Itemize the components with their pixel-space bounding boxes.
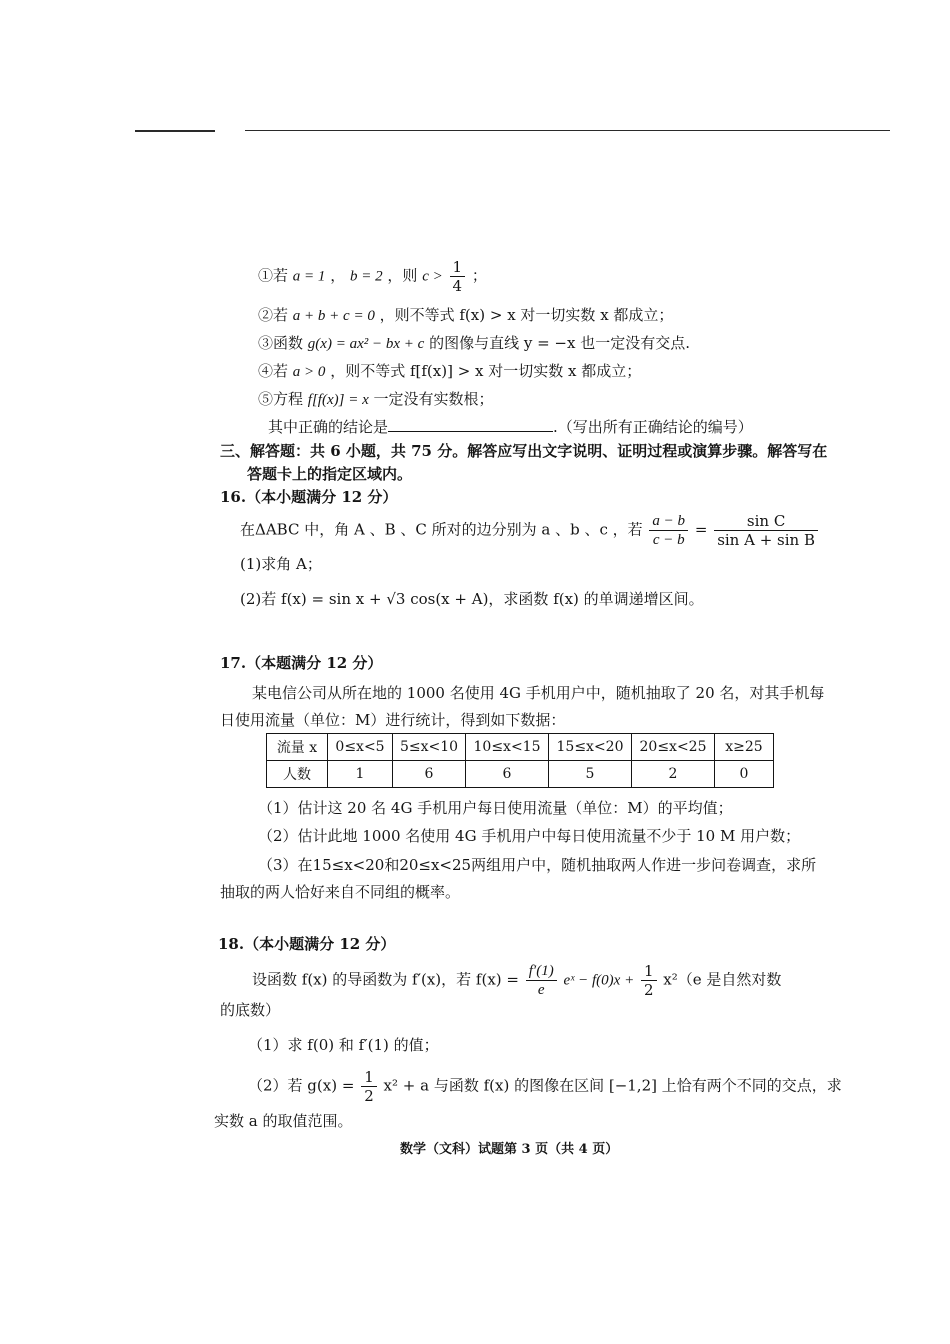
q16-part2: (2)若 f(x) = sin x + √3 cos(x + A)，求函数 f(x) 的单调递增区间。 bbox=[240, 590, 704, 608]
page-footer: 数学（文科）试题第 3 页（共 4 页） bbox=[400, 1142, 619, 1157]
q17-intro-2: 日使用流量（单位：M）进行统计，得到如下数据： bbox=[220, 711, 566, 729]
q17-header: 17.（本题满分 12 分） bbox=[220, 654, 383, 672]
table-cell: x≥25 bbox=[715, 734, 774, 761]
item-5: ⑤方程 f[f(x)] = x 一定没有实数根； bbox=[258, 390, 494, 408]
conclusion-line: 其中正确的结论是 .（写出所有正确结论的编号） bbox=[268, 418, 753, 436]
table-cell: 0 bbox=[715, 761, 774, 788]
item-2: ②若 a + b + c = 0 ，则不等式 f(x) > x 对一切实数 x 都成立； bbox=[258, 306, 674, 324]
fraction: $\frac{f'(1)}{e}$ bbox=[526, 962, 557, 999]
header-rule-left bbox=[135, 130, 215, 132]
q17-part1: （1）估计这 20 名 4G 手机用户每日使用流量（单位：M）的平均值； bbox=[258, 799, 733, 817]
table-cell: 1 bbox=[328, 761, 393, 788]
table-cell: 2 bbox=[632, 761, 715, 788]
fraction: $\frac{\text{sin C}}{\text{sin A + sin B}}$ bbox=[714, 512, 818, 549]
table-header-row bbox=[267, 734, 774, 761]
item-1: ①若 a = 1 ， b = 2 ，则 c > $\frac{1}{4}$ ； bbox=[258, 258, 487, 295]
section-3-heading-cont: 答题卡上的指定区域内。 bbox=[247, 465, 413, 483]
table-cell: 15≤x<20 bbox=[549, 734, 632, 761]
q18-part2-cont: 实数 a 的取值范围。 bbox=[214, 1112, 353, 1130]
answer-blank bbox=[388, 417, 553, 432]
table-cell: 0≤x<5 bbox=[328, 734, 393, 761]
data-table bbox=[266, 733, 774, 788]
section-3-heading: 三、解答题：共 6 小题，共 75 分。解答应写出文字说明、证明过程或演算步骤。解答写在 bbox=[220, 442, 828, 460]
table-cell: 人数 bbox=[267, 761, 328, 788]
table-cell: 20≤x<25 bbox=[632, 734, 715, 761]
q18-header: 18.（本小题满分 12 分） bbox=[218, 935, 396, 953]
item-4: ④若 a > 0 ，则不等式 f[f(x)] > x 对一切实数 x 都成立； bbox=[258, 362, 642, 380]
table-row bbox=[267, 761, 774, 788]
table-cell: 10≤x<15 bbox=[466, 734, 549, 761]
table-cell: 6 bbox=[393, 761, 466, 788]
q18-part1: （1）求 f(0) 和 f′(1) 的值； bbox=[248, 1036, 439, 1054]
q18-part2: （2）若 g(x) = $\frac{1}{2}$ x² + a 与函数 f(x) 的图像在区间 [−1,2] 上恰有两个不同的交点，求 bbox=[248, 1068, 842, 1105]
q18-intro-2: 的底数） bbox=[220, 1001, 281, 1019]
q17-part2: （2）估计此地 1000 名使用 4G 手机用户中每日使用流量不少于 10 M 用户数； bbox=[258, 827, 801, 845]
table-cell: 流量 x bbox=[267, 734, 328, 761]
q18-intro: 设函数 f(x) 的导函数为 f′(x)，若 f(x) = $\frac{f'(1)}{e}$ eˣ − f(0)x + $\frac{1}{2}$ x²（e 是自然对数 bbox=[252, 962, 782, 999]
fraction: $\frac{1}{2}$ bbox=[641, 962, 657, 999]
fraction: $\frac{1}{4}$ bbox=[450, 258, 466, 295]
q16-part1: (1)求角 A； bbox=[240, 555, 322, 573]
fraction: $\frac{a - b}{c - b}$ bbox=[649, 512, 688, 549]
fraction: $\frac{1}{2}$ bbox=[361, 1068, 377, 1105]
q17-intro-1: 某电信公司从所在地的 1000 名使用 4G 手机用户中，随机抽取了 20 名，对其手机每 bbox=[252, 684, 825, 702]
table-cell: 6 bbox=[466, 761, 549, 788]
header-rule-right bbox=[245, 130, 890, 131]
q16-intro: 在ΔABC 中，角 A 、B 、C 所对的边分别为 a 、b 、c ，若 $\frac{a - b}{c - b}$ = $\frac{\text{sin C}}{\text{sin A + sin B}}$ bbox=[240, 512, 820, 549]
table-cell: 5 bbox=[549, 761, 632, 788]
q17-part3-cont: 抽取的两人恰好来自不同组的概率。 bbox=[220, 883, 461, 901]
table-cell: 5≤x<10 bbox=[393, 734, 466, 761]
q17-part3: （3）在15≤x<20和20≤x<25两组用户中，随机抽取两人作进一步问卷调查，求所 bbox=[258, 856, 817, 874]
q16-header: 16.（本小题满分 12 分） bbox=[220, 488, 398, 506]
item-3: ③函数 g(x) = ax² − bx + c 的图像与直线 y = −x 也一定没有交点. bbox=[258, 334, 690, 352]
